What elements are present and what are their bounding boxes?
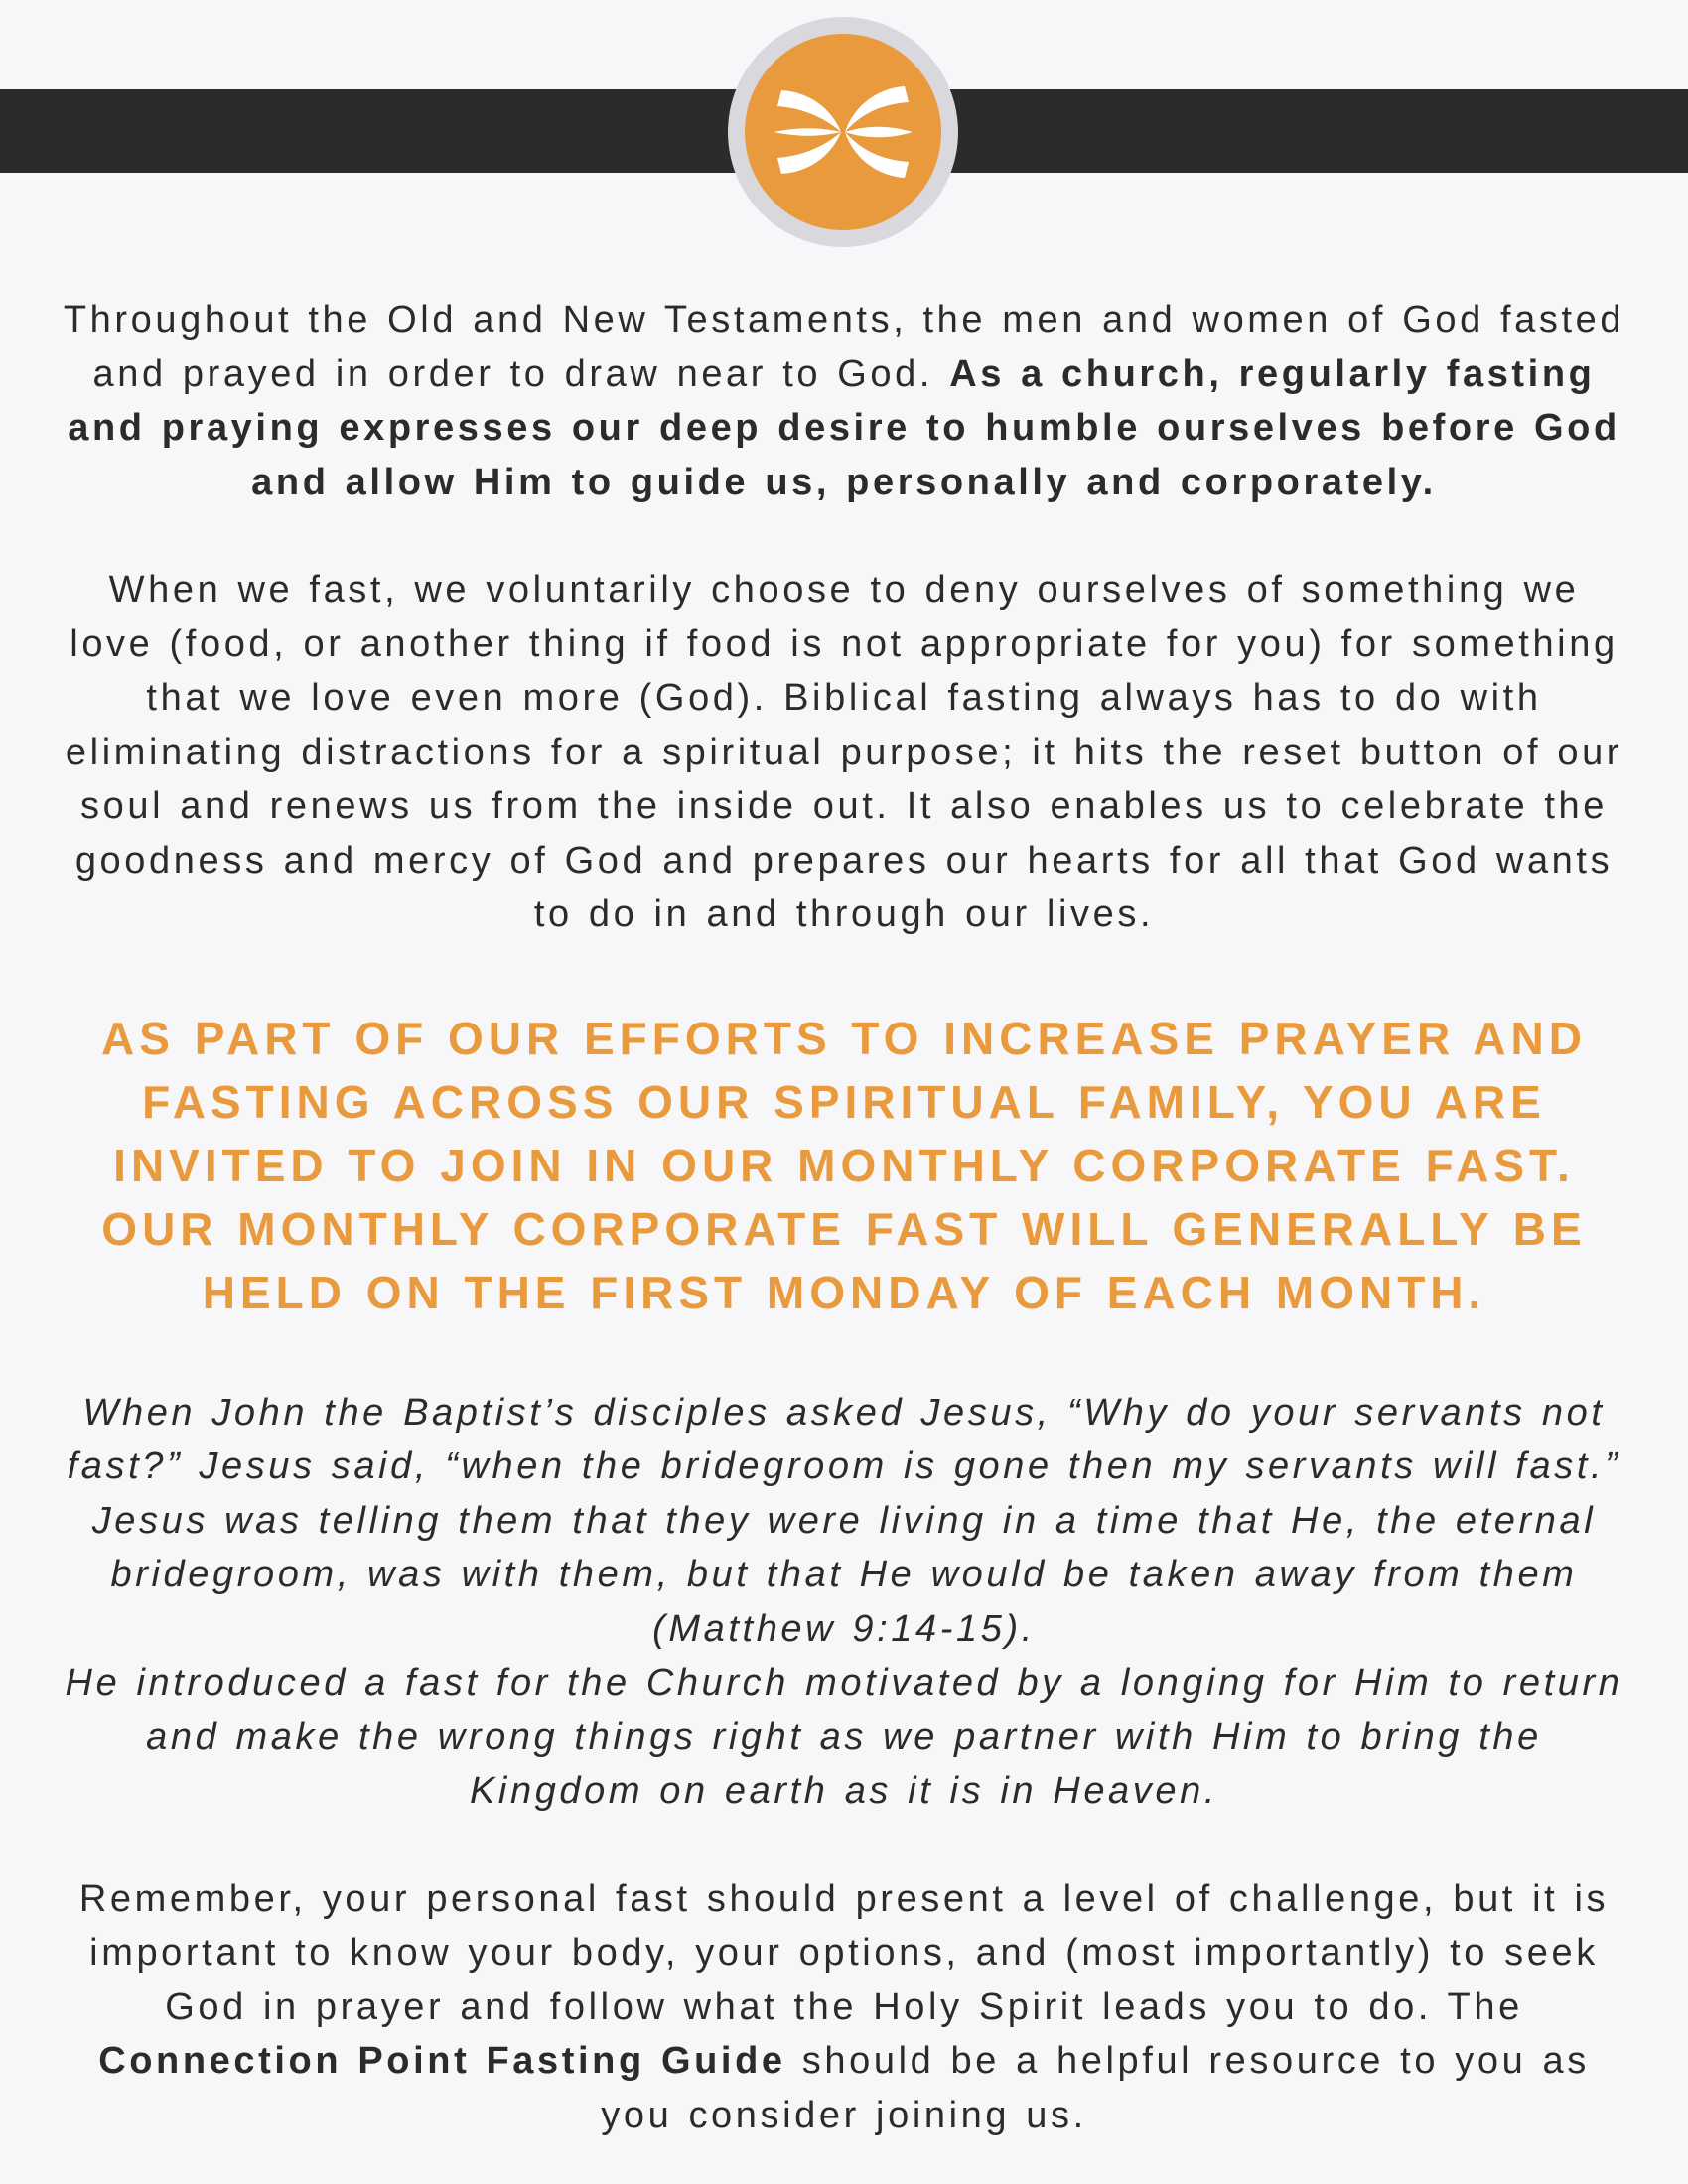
closing-text-before: Remember, your personal fast should present a level of challenge, but it is important to know your body, your options, and (most importantly) to seek God in prayer and follow what the Holy Spirit leads you to do. The [78,1877,1610,2028]
fasting-guide-title: Connection Point Fasting Guide [98,2040,786,2082]
document-body [60,293,1628,2142]
closing-paragraph [60,1872,1628,2143]
connection-point-logo-icon [728,17,958,247]
monthly-fast-callout: AS PART OF OUR EFFORTS TO INCREASE PRAYER AND FASTING ACROSS OUR SPIRITUAL FAMILY, YOU ARE INVITED TO JOIN IN OUR MONTHLY CORPORATE FAST. OUR MONTHLY CORPORATE FAST WILL GENERALLY BE HELD ON THE FIRST MONDAY OF EACH MONTH. [101,1012,1587,1318]
scripture-line-2: He introduced a fast for the Church motivated by a longing for Him to return and make the wrong things right as we partner with Him to bring the Kingdom on earth as it is in Heaven. [65,1662,1623,1812]
closing-text-after: should be a helpful resource to you as you consider joining us. [601,2040,1590,2136]
scripture-paragraph [60,1386,1628,1819]
intro-text: Throughout the Old and New Testaments, the men and women of God fasted and prayed in order to draw near to God. [63,299,1625,395]
intro-bold-text: As a church, regularly fasting and praying expresses our deep desire to humble ourselves before God and allow Him to guide us, personally and corporately. [68,352,1620,503]
intro-paragraph [60,293,1628,509]
fasting-paragraph: When we fast, we voluntarily choose to deny ourselves of something we love (food, or another thing if food is not appropriate for you) for something that we love even more (God). Biblical fasting always has to do with eliminating distractions for a spiritual purpose; it hits the reset button of our soul and renews us from the inside out. It also enables us to celebrate the goodness and mercy of God and prepares our hearts for all that God wants to do in and through our lives. [65,569,1623,935]
scripture-line-1: When John the Baptist’s disciples asked Jesus, “Why do your servants not fast?” Jesus said, “when the bridegroom is gone then my servants will fast.” Jesus was telling them that they were living in a time that He, the eternal bridegroom, was with them, but that He would be taken away from them (Matthew 9:14-15). [67,1391,1621,1650]
